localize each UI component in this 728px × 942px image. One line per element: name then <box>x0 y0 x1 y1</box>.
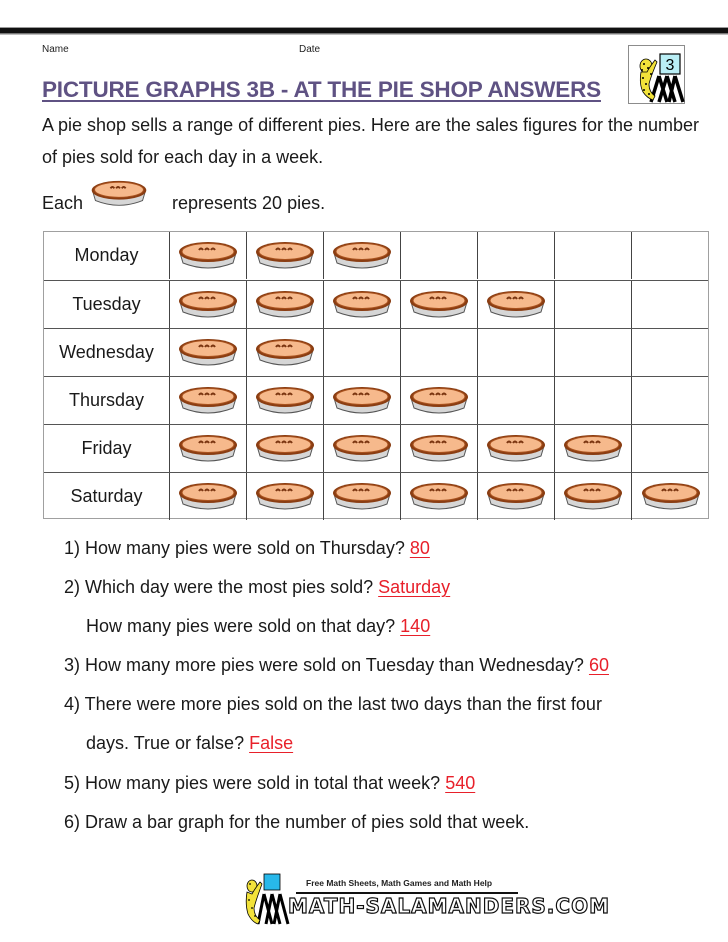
question-text: 3) How many more pies were sold on Tuesday than Wednesday? <box>64 655 589 676</box>
pictogram-cell <box>170 473 247 520</box>
pie-icon <box>254 384 316 418</box>
question-line <box>64 689 714 728</box>
answer-text: 60 <box>588 655 609 676</box>
pictogram-cell <box>247 425 324 472</box>
pie-icon <box>562 480 624 514</box>
pie-icon <box>408 288 470 322</box>
pie-icon <box>331 432 393 466</box>
key-each-label: Each <box>42 193 84 213</box>
pie-icon <box>177 239 239 273</box>
day-label: Wednesday <box>44 329 170 376</box>
pictogram-key <box>42 190 442 218</box>
name-label: Name <box>42 44 69 55</box>
pictogram-cell <box>478 473 555 520</box>
pie-icon <box>408 480 470 514</box>
pictogram-cell <box>247 473 324 520</box>
pictogram-cell <box>170 425 247 472</box>
pictogram-cell <box>478 329 555 376</box>
pictogram-cell <box>632 425 709 472</box>
pictogram-cell <box>478 377 555 424</box>
pictogram-cell <box>401 329 478 376</box>
pie-icon <box>331 288 393 322</box>
footer-logo <box>236 872 610 928</box>
pie-icon <box>254 239 316 273</box>
answer-text: Saturday <box>378 577 451 598</box>
page-title: PICTURE GRAPHS 3B - AT THE PIE SHOP ANSWERS <box>42 77 601 102</box>
pictogram-cell <box>632 232 709 279</box>
question-line <box>64 533 714 572</box>
question-line <box>64 572 714 611</box>
pictogram-cell <box>170 377 247 424</box>
pie-icon <box>177 384 239 418</box>
question-line <box>64 650 714 689</box>
pictogram-cell <box>324 377 401 424</box>
pie-icon <box>89 178 149 210</box>
pictogram-cell <box>555 473 632 520</box>
question-text: 4) There were more pies sold on the last two days than the first four <box>64 694 602 715</box>
question-line <box>64 768 714 807</box>
pictogram-row <box>44 376 708 424</box>
answer-text: False <box>249 733 294 754</box>
key-represents-label: represents 20 pies. <box>172 193 326 213</box>
salamander-easel-icon <box>629 46 686 105</box>
pictogram-cell <box>324 232 401 279</box>
pie-icon <box>177 480 239 514</box>
question-line <box>64 611 714 650</box>
pictogram-cell <box>247 377 324 424</box>
footer-tagline: Free Math Sheets, Math Games and Math Help <box>306 878 493 888</box>
pictogram-row <box>44 424 708 472</box>
pictogram-cell <box>401 281 478 328</box>
pie-icon <box>562 432 624 466</box>
pictogram-cell <box>247 281 324 328</box>
question-text: How many pies were sold on that day? <box>86 616 401 637</box>
grade-badge-logo <box>628 45 685 104</box>
question-text: 6) Draw a bar graph for the number of pies sold that week. <box>64 811 530 832</box>
day-label: Saturday <box>44 473 170 520</box>
pictogram-cell <box>170 329 247 376</box>
question-text: 2) Which day were the most pies sold? <box>64 577 379 598</box>
pie-icon <box>485 480 547 514</box>
pictogram-row <box>44 472 708 520</box>
top-rule <box>0 27 728 35</box>
pictogram-cell <box>401 425 478 472</box>
salamander-logo-icon <box>236 872 296 928</box>
pictogram-cell <box>170 232 247 279</box>
pictogram-cell <box>632 377 709 424</box>
pie-icon <box>254 288 316 322</box>
pie-icon <box>485 432 547 466</box>
pictogram-cell <box>324 473 401 520</box>
pictogram-cell <box>401 473 478 520</box>
pie-icon <box>254 480 316 514</box>
day-label: Monday <box>44 232 170 279</box>
question-text: 1) How many pies were sold on Thursday? <box>64 538 410 558</box>
answer-text: 140 <box>400 616 431 637</box>
pie-icon <box>331 384 393 418</box>
intro-text: A pie shop sells a range of different pies. Here are the sales figures for the number of pies sold for each day in a week. <box>42 115 700 167</box>
pie-icon <box>485 288 547 322</box>
pie-icon <box>331 239 393 273</box>
question-line <box>64 807 714 846</box>
question-text: days. True or false? <box>86 733 250 754</box>
pictogram-cell <box>401 232 478 279</box>
pictogram-cell <box>555 377 632 424</box>
svg-text:3: 3 <box>665 57 675 74</box>
answer-text: 540 <box>445 772 476 793</box>
pictogram-cell <box>401 377 478 424</box>
pictogram-cell <box>324 281 401 328</box>
pictogram-cell <box>555 232 632 279</box>
pie-icon <box>408 432 470 466</box>
pictogram-cell <box>478 281 555 328</box>
pie-icon <box>408 384 470 418</box>
pictogram-table <box>43 231 709 519</box>
pie-icon <box>254 336 316 370</box>
pie-icon <box>254 432 316 466</box>
pictogram-cell <box>247 232 324 279</box>
pie-icon <box>177 336 239 370</box>
footer-site-name: MATH-SALAMANDERS.COM <box>288 894 610 918</box>
pictogram-cell <box>632 473 709 520</box>
question-text: 5) How many pies were sold in total that week? <box>64 772 446 793</box>
pictogram-cell <box>632 329 709 376</box>
day-label: Thursday <box>44 377 170 424</box>
pictogram-cell <box>478 425 555 472</box>
questions-list <box>64 533 714 846</box>
pie-icon <box>331 480 393 514</box>
pie-icon <box>177 288 239 322</box>
pie-icon <box>640 480 702 514</box>
pictogram-row <box>44 232 708 280</box>
pictogram-cell <box>632 281 709 328</box>
pictogram-cell <box>170 281 247 328</box>
pictogram-cell <box>478 232 555 279</box>
pictogram-row <box>44 328 708 376</box>
day-label: Friday <box>44 425 170 472</box>
question-line <box>64 728 714 767</box>
pictogram-cell <box>324 329 401 376</box>
pictogram-cell <box>247 329 324 376</box>
pictogram-cell <box>555 425 632 472</box>
pie-icon <box>177 432 239 466</box>
pictogram-cell <box>555 281 632 328</box>
date-label: Date <box>299 44 321 55</box>
pictogram-cell <box>555 329 632 376</box>
pictogram-cell <box>324 425 401 472</box>
answer-text: 80 <box>409 538 430 558</box>
pictogram-row <box>44 280 708 328</box>
day-label: Tuesday <box>44 281 170 328</box>
